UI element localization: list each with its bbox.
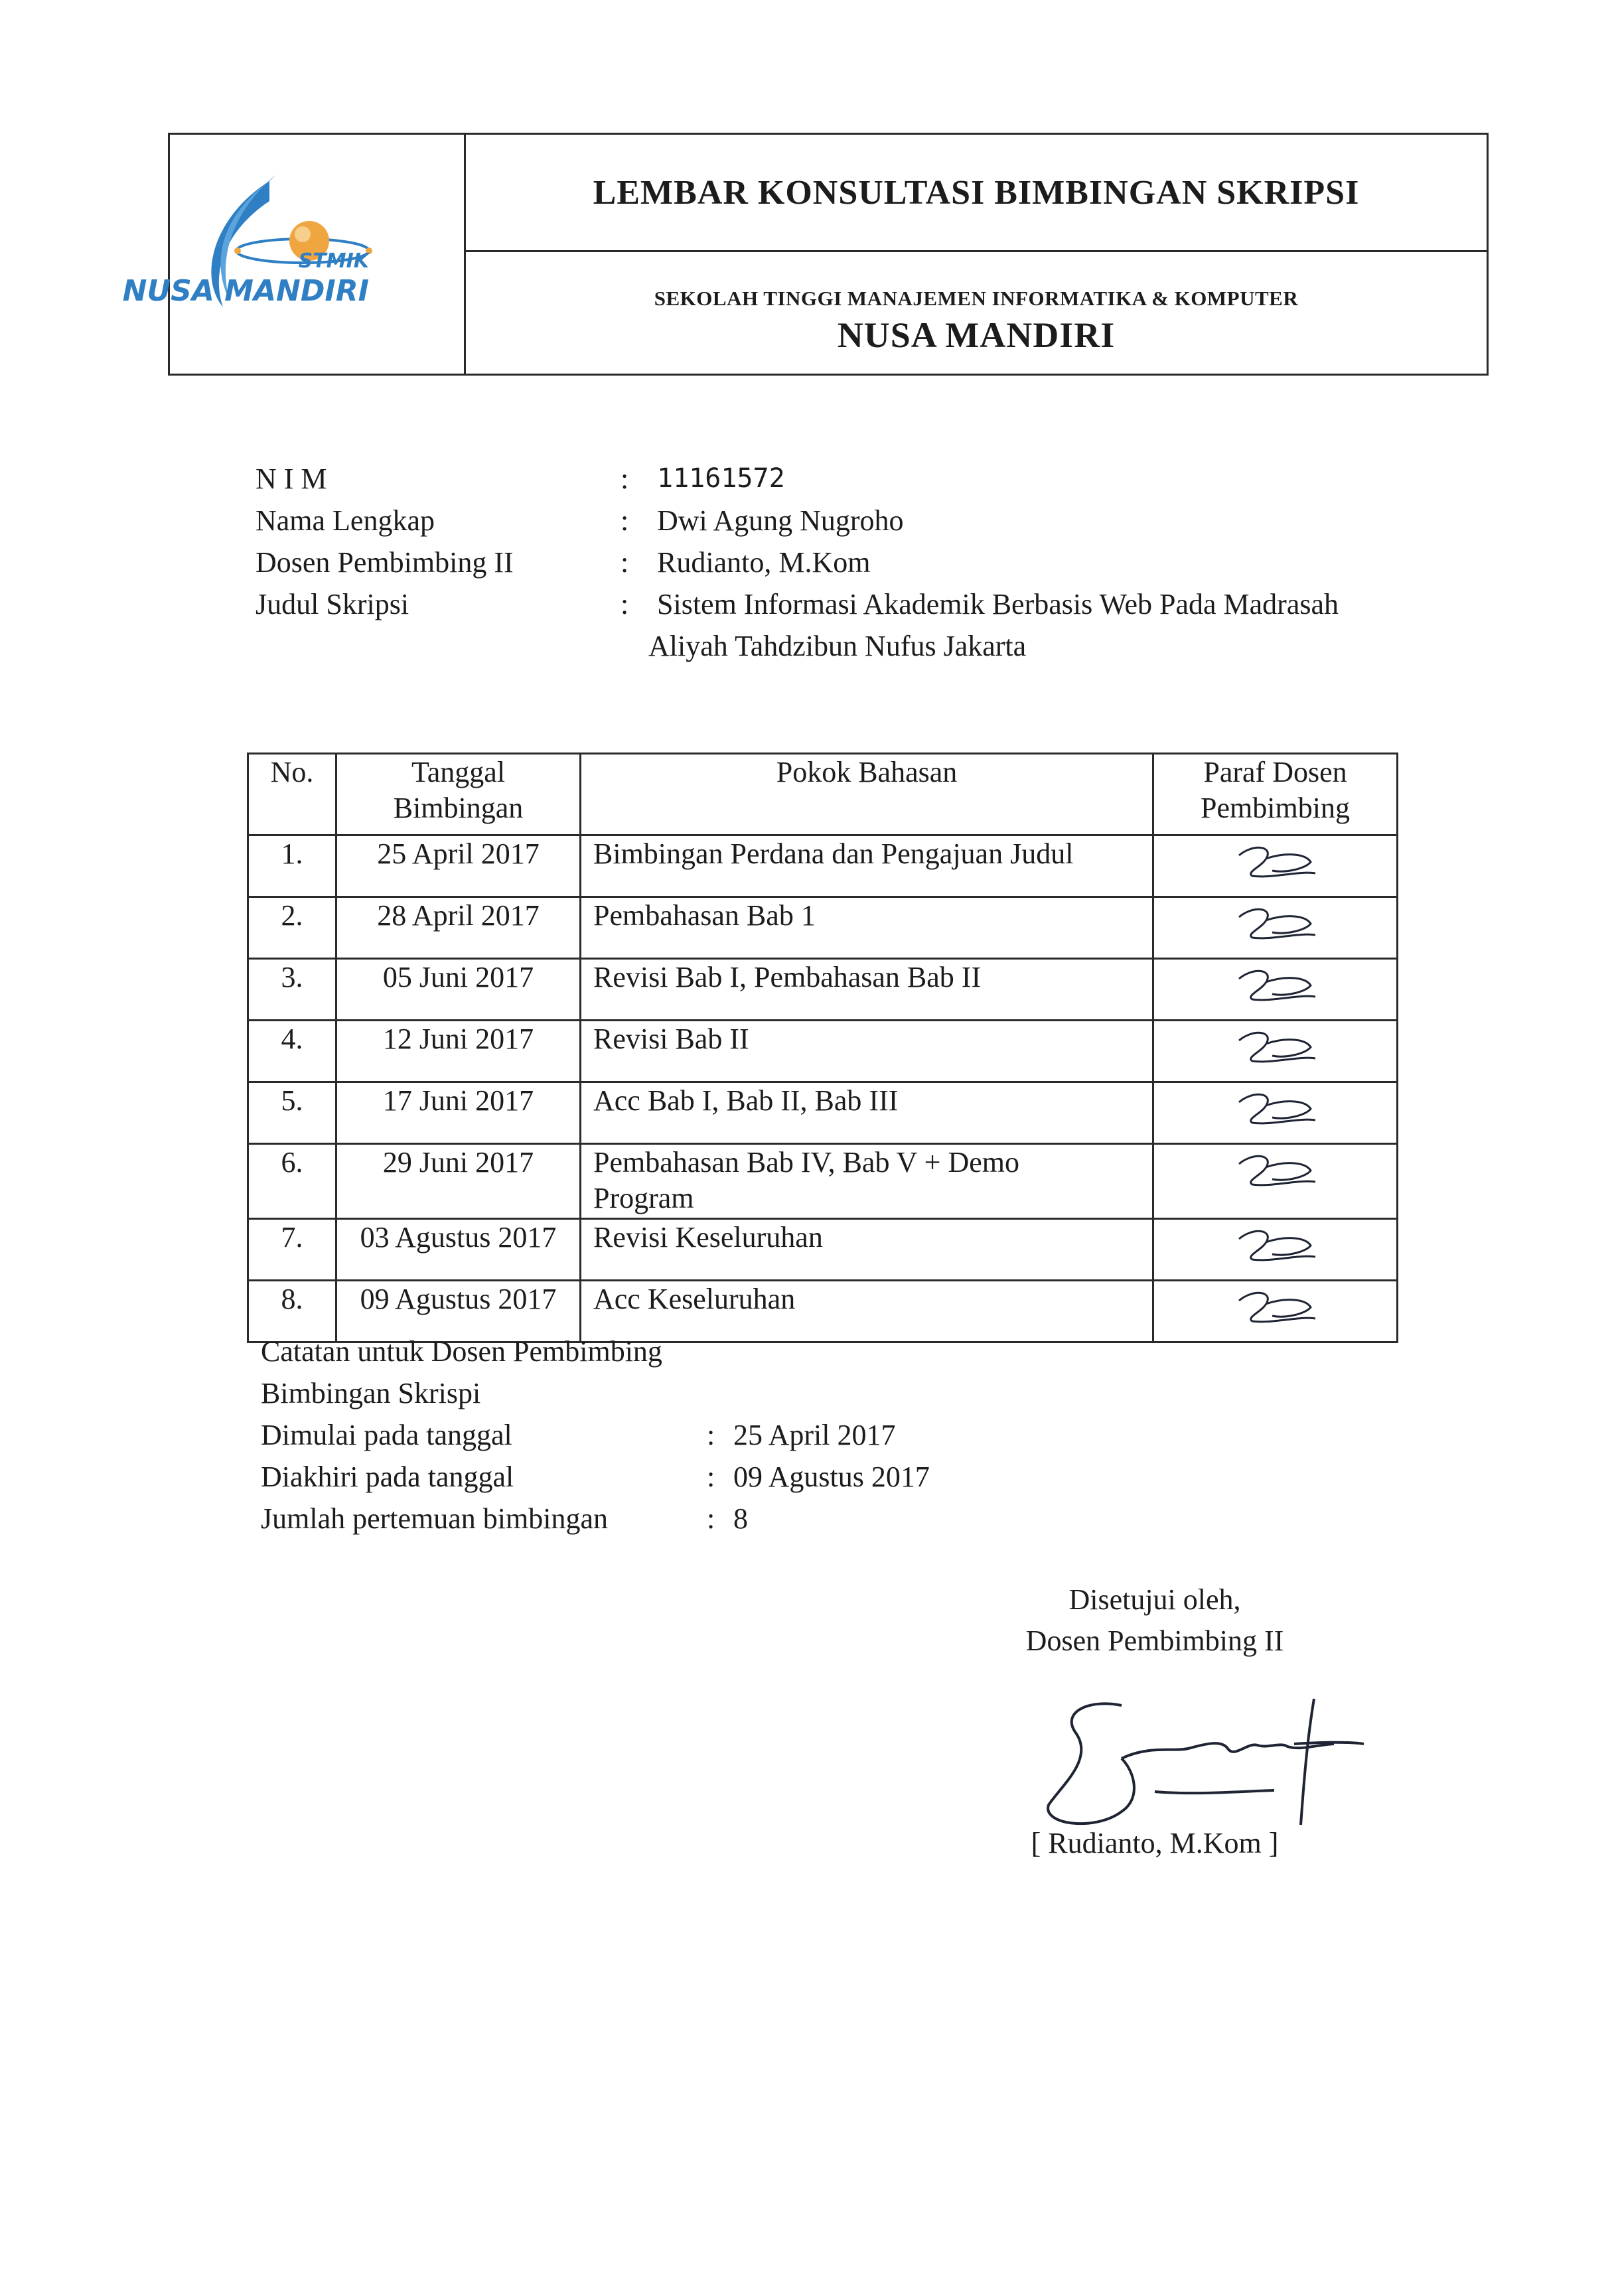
thesis-title-value-line1: Sistem Informasi Akademik Berbasis Web Pada Madrasah	[657, 588, 1339, 620]
table-row	[248, 1082, 1398, 1144]
row-date: 29 Juni 2017	[336, 1144, 581, 1219]
col-header-signature-line1: Paraf Dosen	[1203, 756, 1347, 788]
logo-text-bottom: NUSA MANDIRI	[122, 274, 369, 308]
nim-label: N I M	[256, 463, 327, 495]
initial-signature-icon	[1226, 1284, 1325, 1330]
initial-signature-icon	[1226, 839, 1325, 885]
table-header-row	[248, 754, 1398, 835]
table-row	[248, 1021, 1398, 1082]
notes-heading: Catatan untuk Dosen Pembimbing	[261, 1335, 662, 1368]
row-no: 4.	[248, 1021, 336, 1082]
nim-value: 11161572	[657, 463, 785, 494]
row-initial-signature	[1153, 835, 1398, 897]
table-row	[248, 897, 1398, 959]
row-initial-signature	[1153, 1144, 1398, 1219]
row-topic-line2: Program	[593, 1182, 694, 1214]
colon: :	[621, 588, 629, 620]
name-value: Dwi Agung Nugroho	[657, 504, 904, 537]
end-date-label: Diakhiri pada tanggal	[261, 1461, 514, 1493]
row-date: 03 Agustus 2017	[336, 1219, 581, 1281]
row-topic	[581, 1144, 1153, 1219]
signer-name: [ Rudianto, M.Kom ]	[1031, 1827, 1279, 1859]
start-date-value: 25 April 2017	[733, 1419, 896, 1451]
row-no: 7.	[248, 1219, 336, 1281]
initial-signature-icon	[1226, 900, 1325, 947]
row-topic-line1: Pembahasan Bab IV, Bab V + Demo	[593, 1146, 1019, 1179]
initial-signature-icon	[1226, 1147, 1325, 1194]
row-initial-signature	[1153, 1021, 1398, 1082]
row-initial-signature	[1153, 1082, 1398, 1144]
institution-block	[466, 250, 1487, 374]
row-topic: Pembahasan Bab 1	[581, 897, 1153, 959]
meeting-count-value: 8	[733, 1502, 748, 1535]
initial-signature-icon	[1226, 1086, 1325, 1132]
start-date-label: Dimulai pada tanggal	[261, 1419, 512, 1451]
row-no: 8.	[248, 1281, 336, 1342]
row-topic: Revisi Keseluruhan	[581, 1219, 1153, 1281]
row-no: 1.	[248, 835, 336, 897]
table-row	[248, 959, 1398, 1021]
colon: :	[621, 546, 629, 579]
row-date: 12 Juni 2017	[336, 1021, 581, 1082]
row-topic: Bimbingan Perdana dan Pengajuan Judul	[581, 835, 1153, 897]
colon: :	[707, 1502, 715, 1535]
row-no: 6.	[248, 1144, 336, 1219]
thesis-title-value-line2: Aliyah Tahdzibun Nufus Jakarta	[648, 630, 1027, 662]
end-date-value: 09 Agustus 2017	[733, 1461, 930, 1493]
row-date: 09 Agustus 2017	[336, 1281, 581, 1342]
row-no: 3.	[248, 959, 336, 1021]
colon: :	[621, 463, 629, 495]
institution-brand: NUSA MANDIRI	[837, 315, 1116, 355]
consultation-table	[247, 753, 1398, 1343]
row-topic: Acc Bab I, Bab II, Bab III	[581, 1082, 1153, 1144]
advisor-value: Rudianto, M.Kom	[657, 546, 871, 579]
logo-text-top: STMIK	[298, 250, 369, 273]
colon: :	[707, 1461, 715, 1493]
initial-signature-icon	[1226, 1024, 1325, 1070]
row-date: 05 Juni 2017	[336, 959, 581, 1021]
document-header	[122, 133, 1489, 376]
row-topic: Revisi Bab II	[581, 1021, 1153, 1082]
col-header-date-line1: Tanggal	[411, 756, 506, 788]
row-initial-signature	[1153, 1281, 1398, 1342]
table-row	[248, 1219, 1398, 1281]
row-topic: Acc Keseluruhan	[581, 1281, 1153, 1342]
thesis-title-label: Judul Skripsi	[256, 588, 409, 620]
form-title: LEMBAR KONSULTASI BIMBINGAN SKRIPSI	[466, 135, 1487, 252]
logo-cell	[122, 135, 466, 374]
stmik-nusa-mandiri-logo	[122, 135, 462, 374]
row-no: 5.	[248, 1082, 336, 1144]
row-no: 2.	[248, 897, 336, 959]
col-header-signature	[1153, 754, 1398, 835]
col-header-signature-line2: Pembimbing	[1201, 792, 1350, 824]
row-initial-signature	[1153, 897, 1398, 959]
approved-by-label: Disetujui oleh,	[1068, 1583, 1241, 1616]
meeting-count-label: Jumlah pertemuan bimbingan	[261, 1502, 608, 1535]
advisor-label: Dosen Pembimbing II	[256, 546, 514, 579]
row-initial-signature	[1153, 1219, 1398, 1281]
col-header-date	[336, 754, 581, 835]
table-row	[248, 1144, 1398, 1219]
col-header-topic: Pokok Bahasan	[581, 754, 1153, 835]
institution-name: SEKOLAH TINGGI MANAJEMEN INFORMATIKA & KOMPUTER	[654, 287, 1299, 310]
col-header-no: No.	[248, 754, 336, 835]
approval-block	[942, 1579, 1367, 1662]
row-initial-signature	[1153, 959, 1398, 1021]
approver-role: Dosen Pembimbing II	[1025, 1624, 1284, 1657]
row-date: 17 Juni 2017	[336, 1082, 581, 1144]
row-date: 25 April 2017	[336, 835, 581, 897]
advisor-signature	[1022, 1686, 1367, 1831]
initial-signature-icon	[1226, 1222, 1325, 1269]
colon: :	[707, 1419, 715, 1451]
initial-signature-icon	[1226, 962, 1325, 1009]
col-header-date-line2: Bimbingan	[393, 792, 524, 824]
notes-subheading: Bimbingan Skrispi	[261, 1377, 481, 1409]
colon: :	[621, 504, 629, 537]
row-date: 28 April 2017	[336, 897, 581, 959]
table-row	[248, 835, 1398, 897]
name-label: Nama Lengkap	[256, 504, 435, 537]
row-topic: Revisi Bab I, Pembahasan Bab II	[581, 959, 1153, 1021]
